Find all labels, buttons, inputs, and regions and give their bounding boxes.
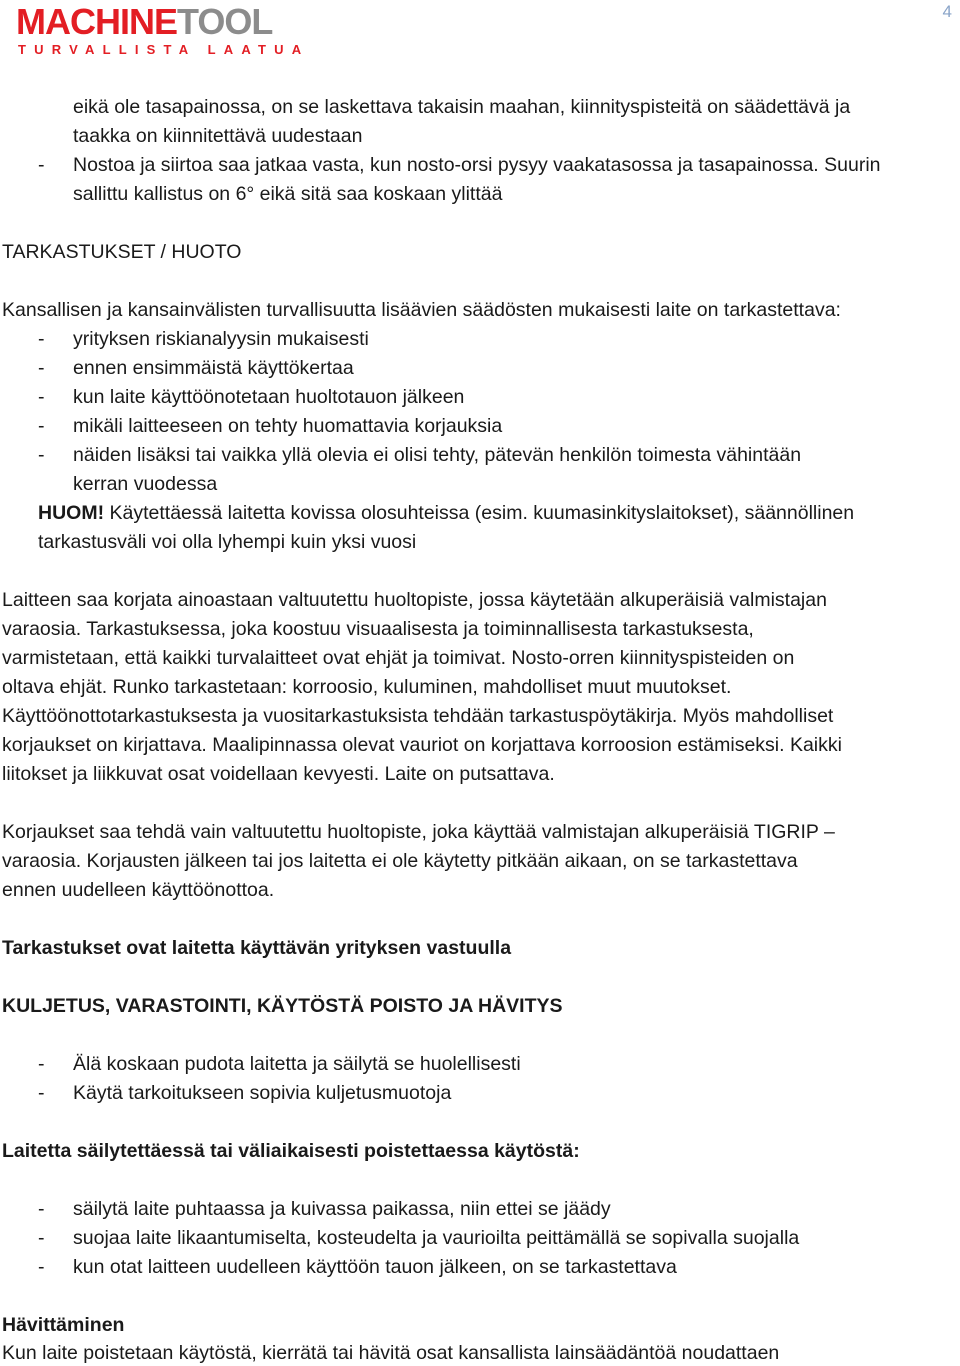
inspections-intro: Kansallisen ja kansainvälisten turvallisuutta lisäävien säädösten mukaisesti laite on tarkastettava: [2,299,841,321]
paragraph-line: Käyttöönottotarkastuksesta ja vuositarkastuksista tehdään tarkastuspöytäkirja. Myös mahdolliset [2,705,834,727]
logo-tagline: TURVALLISTA LAATUA [18,42,310,57]
note-text: Käytettäessä laitetta kovissa olosuhteissa (esim. kuumasinkityslaitokset), säännöllinen [104,502,855,524]
paragraph-line: liitokset ja liikkuvat osat voidellaan kevyesti. Laite on putsattava. [2,763,555,785]
bullet-dash: - [38,444,45,466]
intro-line-3: Nostoa ja siirtoa saa jatkaa vasta, kun nosto-orsi pysyy vaakatasossa ja tasapainossa. Suurin [73,154,881,176]
inspections-heading: TARKASTUKSET / HUOTO [2,241,242,263]
note-label: HUOM! [38,502,105,524]
bullet-dash: - [38,1256,45,1278]
disposal-text: Kun laite poistetaan käytöstä, kierrätä tai hävitä osat kansallista lainsäädäntöä noudattaen [2,1342,780,1364]
storage-heading: Laitetta säilytettäessä tai väliaikaisesti poistettaessa käytöstä: [2,1140,580,1162]
list-item: kun laite käyttöönotetaan huoltotauon jälkeen [73,386,465,408]
machinetool-logo [16,1,328,57]
list-item: suojaa laite likaantumiselta, kosteudelta ja vaurioilta peittämällä se sopivalla suojalla [73,1227,800,1249]
intro-line-1: eikä ole tasapainossa, on se laskettava takaisin maahan, kiinnityspisteitä on säädettävä ja [73,96,851,118]
list-item: mikäli laitteeseen on tehty huomattavia korjauksia [73,415,503,437]
paragraph-line: varaosia. Korjausten jälkeen tai jos laitetta ei ole käytetty pitkään aikaan, on se tarkastettava [2,850,798,872]
list-item: Älä koskaan pudota laitetta ja säilytä se huolellisesti [73,1053,521,1075]
paragraph-line: Korjaukset saa tehdä vain valtuutettu huoltopiste, joka käyttää valmistajan alkuperäisiä TIGRIP – [2,821,835,843]
bullet-dash: - [38,415,45,437]
bullet-dash: - [38,1053,45,1075]
page-number: 4 [942,2,952,21]
list-item: ennen ensimmäistä käyttökertaa [73,357,354,379]
intro-line-2: taakka on kiinnitettävä uudestaan [73,125,363,147]
bullet-dash: - [38,154,45,176]
list-item: kun otat laitteen uudelleen käyttöön tauon jälkeen, on se tarkastettava [73,1256,677,1278]
list-item: säilytä laite puhtaassa ja kuivassa paikassa, niin ettei se jäädy [73,1198,611,1220]
bullet-dash: - [38,1198,45,1220]
paragraph-line: oltava ehjät. Runko tarkastetaan: korroosio, kuluminen, mahdolliset muut muutokset. [2,676,732,698]
paragraph-line: Laitteen saa korjata ainoastaan valtuutettu huoltopiste, jossa käytetään alkuperäisiä valmistajan [2,589,827,611]
bullet-dash: - [38,1227,45,1249]
logo-wordmark-red: MACHINE [16,1,177,42]
paragraph-line: korjaukset on kirjattava. Maalipinnassa olevat vauriot on korjattava korroosion estämiseksi. Kaikki [2,734,842,756]
bullet-dash: - [38,386,45,408]
list-item: näiden lisäksi tai vaikka yllä olevia ei olisi tehty, pätevän henkilön toimesta vähintään [73,444,802,466]
bullet-dash: - [38,357,45,379]
transport-heading: KULJETUS, VARASTOINTI, KÄYTÖSTÄ POISTO JA HÄVITYS [2,995,563,1017]
list-item: Käytä tarkoitukseen sopivia kuljetusmuotoja [73,1082,452,1104]
paragraph-line: varmistetaan, että kaikki turvalaitteet ovat ehjät ja toimivat. Nosto-orren kiinnityspisteiden on [2,647,795,669]
intro-line-4: sallittu kallistus on 6° eikä sitä saa koskaan ylittää [73,183,503,205]
bullet-dash: - [38,1082,45,1104]
paragraph-line: ennen uudelleen käyttöönottoa. [2,879,275,901]
responsibility-heading: Tarkastukset ovat laitetta käyttävän yrityksen vastuulla [2,937,512,959]
logo-wordmark [16,1,273,42]
note-line-1 [38,501,854,525]
bullet-dash: - [38,328,45,350]
list-item-continuation: kerran vuodessa [73,473,218,495]
paragraph-line: varaosia. Tarkastuksessa, joka koostuu visuaalisesta ja toiminnallisesta tarkastuksesta, [2,618,754,640]
list-item: yrityksen riskianalyysin mukaisesti [73,328,369,350]
note-line-2: tarkastusväli voi olla lyhempi kuin yksi vuosi [38,531,417,553]
logo-wordmark-grey: TOOL [177,1,273,42]
disposal-heading: Hävittäminen [2,1314,125,1336]
